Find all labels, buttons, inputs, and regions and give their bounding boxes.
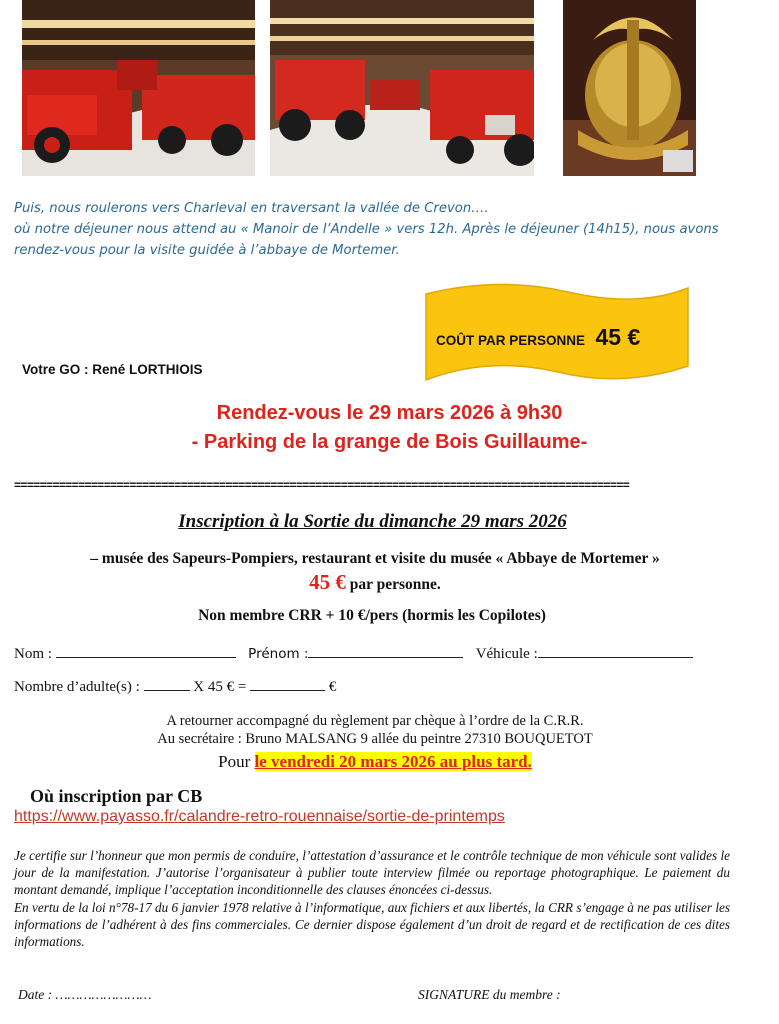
return-address: Au secrétaire : Bruno MALSANG 9 allée du peintre 27310 BOUQUETOT [157,731,593,747]
legal-text [14,847,730,950]
inscription-title: Inscription à la Sortie du dimanche 29 mars 2026 [178,511,567,532]
nom-label: Nom : [14,646,52,662]
vehicule-field[interactable] [538,645,693,658]
prenom-label: Prénom : [248,646,309,662]
intro-line-2: où notre déjeuner nous attend au « Manoir de l’Andelle » vers 12h. Après le déjeuner (14h15), nous avons rendez-vous pour la visite guidée à l’abbaye de Mortemer. [14,222,719,258]
inscription-museum: – musée des Sapeurs-Pompiers, restaurant et visite du musée « Abbaye de Mortemer » [90,550,660,567]
cb-title: Où inscription par CB [30,786,203,806]
rdv-place: - Parking de la grange de Bois Guillaume- [191,431,588,453]
multiplier-text: X 45 € = [193,679,247,695]
vehicule-label: Véhicule : [475,646,538,662]
return-instruction: A retourner accompagné du règlement par chèque à l’ordre de la C.R.R. [166,713,584,729]
payasso-link[interactable]: https://www.payasso.fr/calandre-retro-rouennaise/sortie-de-printemps [14,808,505,825]
adultes-label: Nombre d’adulte(s) : [14,679,140,695]
legal-paragraph-2: En vertu de la loi n°78-17 du 6 janvier 1978 relative à l’informatique, aux fichiers et aux libertés, la CRR s’engage à ne pas utiliser les informations de l’adhérent à des fins commerciales. Ce dernier dispose également d’un droit de regard et de rectification de ces dites informations. [14,899,730,950]
inscription-price-line [0,570,750,595]
go-organizer: Votre GO : René LORTHIOIS [22,362,203,377]
cost-banner [418,282,694,394]
pour-text: Pour [218,752,255,771]
separator-line: ================================================================================================ [14,478,630,492]
prenom-field[interactable] [308,645,463,658]
signature-field[interactable]: SIGNATURE du membre : [418,987,561,1002]
adultes-field[interactable] [144,678,190,691]
total-field[interactable] [250,678,325,691]
cost-price: 45 € [595,324,641,350]
intro-paragraph [14,198,764,261]
euro-sign: € [328,679,337,695]
inscription-price: 45 € [309,570,346,594]
fire-trucks-museum-photo-2 [270,0,534,176]
legal-paragraph-1: Je certifie sur l’honneur que mon permis de conduire, l’attestation d’assurance et le contrôle technique de mon véhicule sont valides le jour de la manifestation. J’autorise l’organisateur à publier toute interview filmée ou reportage photographique. Le paiement du montant demandé, implique l’acceptation inconditionnelle des clauses énoncées ci-dessus. [14,848,730,898]
form-identity-row [14,645,693,663]
banner-text [436,324,640,351]
inscription-per-person: par personne. [345,576,441,593]
non-member-surcharge: Non membre CRR + 10 €/pers (hormis les Copilotes) [198,607,546,624]
intro-line-1: Puis, nous roulerons vers Charleval en traversant la vallée de Crevon…. [14,201,489,216]
form-adults-row [14,678,336,696]
brass-firefighter-helmet-photo [563,0,696,176]
rdv-date: Rendez-vous le 29 mars 2026 à 9h30 [216,402,563,424]
fire-trucks-museum-photo-1 [22,0,255,176]
date-field[interactable]: Date : …………………… [18,987,152,1002]
nom-field[interactable] [56,645,236,658]
deadline-line [0,752,750,772]
cost-label: COÛT PAR PERSONNE [436,333,586,348]
deadline-date: le vendredi 20 mars 2026 au plus tard. [254,752,532,771]
